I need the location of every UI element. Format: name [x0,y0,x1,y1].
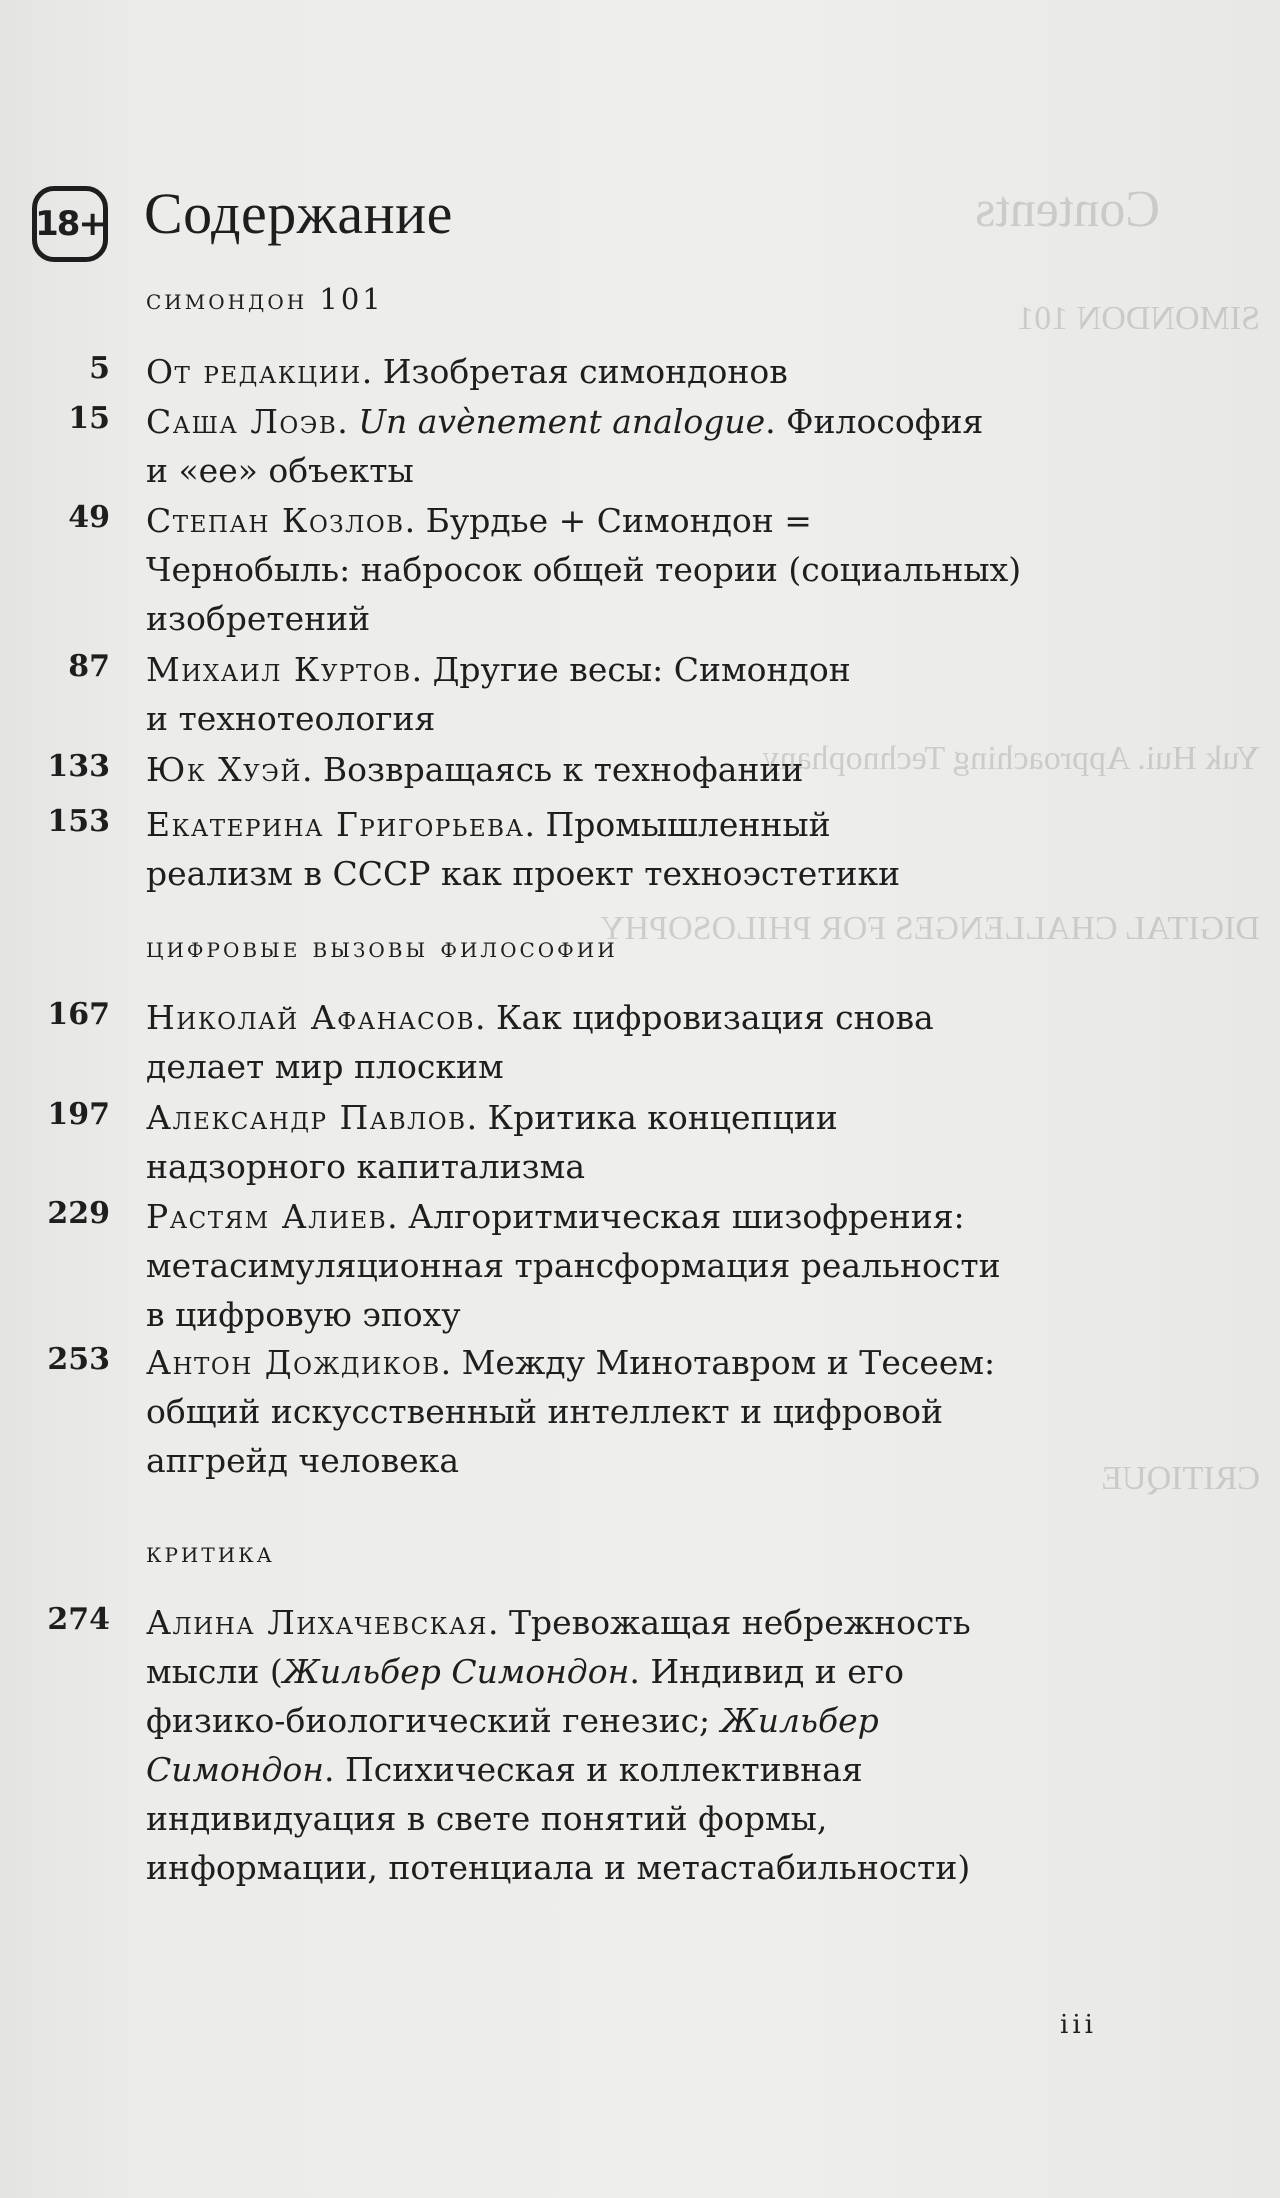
entry-title-text: в цифровую эпоху [146,1295,461,1334]
entry-title-text: . Другие весы: Симондон [411,650,851,689]
entry-title-text: . Возвращаясь к технофании [301,750,804,789]
ghost-title: Contents [975,181,1160,238]
entry-title-text: . Как цифровизация снова [475,998,934,1037]
author-name: Саша Лоэв [146,402,338,441]
entry-title-text: . Философия [765,402,984,441]
entry-title-text: . Между Минотавром и Тесеем: [440,1343,996,1382]
entry-line [146,1290,1146,1339]
entry-line [146,1142,1146,1191]
entry-title-text: . Алгоритмическая шизофрения: [387,1197,965,1236]
entry-title-text: надзорного капитализма [146,1147,586,1186]
entry-title-text: физико-биологический генезис; [146,1701,721,1740]
entry-line [146,1647,1146,1696]
italic-title: Симондон [146,1750,324,1789]
entry-title-text: . Критика концепции [466,1098,838,1137]
entry-line [146,645,1146,694]
page-title: Содержание [144,181,453,246]
entry-line [146,800,1146,849]
entry-text [146,1338,1146,1485]
page-number: iii [1060,2010,1097,2040]
page-ref-number: 253 [47,1342,110,1377]
entry-title-text: . Промышленный [524,805,831,844]
entry-title-text: общий искусственный интеллект и цифровой [146,1392,944,1431]
page-ref-number: 229 [47,1196,110,1231]
page-ref-number: 274 [47,1602,110,1637]
author-name: Степан Козлов [146,501,405,540]
section-heading: критика [146,1535,275,1569]
entry-title-text: . Изобретая симондонов [361,352,788,391]
entry-line [146,1696,1146,1745]
page-ref-number: 5 [89,351,110,386]
entry-line [146,993,1146,1042]
entry-title-text: метасимуляционная трансформация реальности [146,1246,1001,1285]
entry-title-text: реализм в СССР как проект техноэстетики [146,854,901,893]
italic-title: Жильбер [720,1701,879,1740]
entry-text [146,1598,1146,1892]
entry-title-text: и технотеология [146,699,436,738]
page-ref-number: 167 [47,997,110,1032]
entry-title-text: . Психическая и коллективная [324,1750,863,1789]
page-ref-number: 153 [47,804,110,839]
entry-title-text: Чернобыль: набросок общей теории (социальных) [146,550,1022,589]
entry-text [146,645,1146,743]
author-name: Александр Павлов [146,1098,467,1137]
entry-line [146,1843,1146,1892]
entry-title-text: мысли ( [146,1652,283,1691]
author-name: Екатерина Григорьева [146,805,525,844]
entry-title-text: и «ее» объекты [146,451,414,490]
entry-line [146,1387,1146,1436]
entry-text [146,347,1146,396]
ghost-line: Yuk Hui. Approaching Technophany [762,740,1260,777]
author-name: Антон Дождиков [146,1343,441,1382]
entry-text [146,800,1146,898]
author-name: Растям Алиев [146,1197,388,1236]
author-name: От редакции [146,352,362,391]
entry-text [146,1093,1146,1191]
entry-text [146,496,1146,643]
entry-line [146,446,1146,495]
entry-line [146,496,1146,545]
entry-line [146,1794,1146,1843]
italic-title: Un avènement analogue [358,402,766,441]
entry-line [146,1093,1146,1142]
author-name: Алина Лихачевская [146,1603,488,1642]
entry-title-text: . [337,402,359,441]
ghost-line: DIGITAL CHALLENGES FOR PHILOSOPHY [600,910,1260,947]
entry-line [146,545,1146,594]
ghost-line: CRITIQUE [1101,1460,1260,1497]
entry-line [146,1436,1146,1485]
page-ref-number: 87 [68,649,110,684]
entry-line [146,1745,1146,1794]
author-name: Николай Афанасов [146,998,475,1037]
page-ref-number: 197 [47,1097,110,1132]
entry-title-text: апгрейд человека [146,1441,460,1480]
entry-line [146,594,1146,643]
entry-title-text: информации, потенциала и метастабильности) [146,1848,971,1887]
section-heading: симондон 101 [146,282,384,316]
entry-line [146,347,1146,396]
page-ref-number: 49 [68,500,110,535]
entry-line [146,849,1146,898]
entry-line [146,1338,1146,1387]
entry-title-text: . Бурдье + Симондон = [404,501,812,540]
entry-text [146,1192,1146,1339]
entry-line [146,1192,1146,1241]
entry-text [146,993,1146,1091]
entry-line [146,1598,1146,1647]
entry-text [146,745,1146,794]
italic-title: Жильбер Симондон [282,1652,630,1691]
entry-title-text: . Тревожащая небрежность [487,1603,971,1642]
entry-text [146,397,1146,495]
entry-line [146,397,1146,446]
age-rating-badge: 18+ [32,186,108,262]
entry-line [146,745,1146,794]
author-name: Юк Хуэй [146,750,302,789]
author-name: Михаил Куртов [146,650,412,689]
entry-title-text: делает мир плоским [146,1047,504,1086]
entry-title-text: индивидуация в свете понятий формы, [146,1799,828,1838]
page-ref-number: 15 [68,401,110,436]
entry-title-text: . Индивид и его [629,1652,904,1691]
entry-line [146,1042,1146,1091]
entry-title-text: изобретений [146,599,371,638]
ghost-line: SIMONDON 101 [1017,300,1260,337]
section-heading: цифровые вызовы философии [146,930,618,964]
entry-line [146,1241,1146,1290]
page-ref-number: 133 [47,749,110,784]
entry-line [146,694,1146,743]
